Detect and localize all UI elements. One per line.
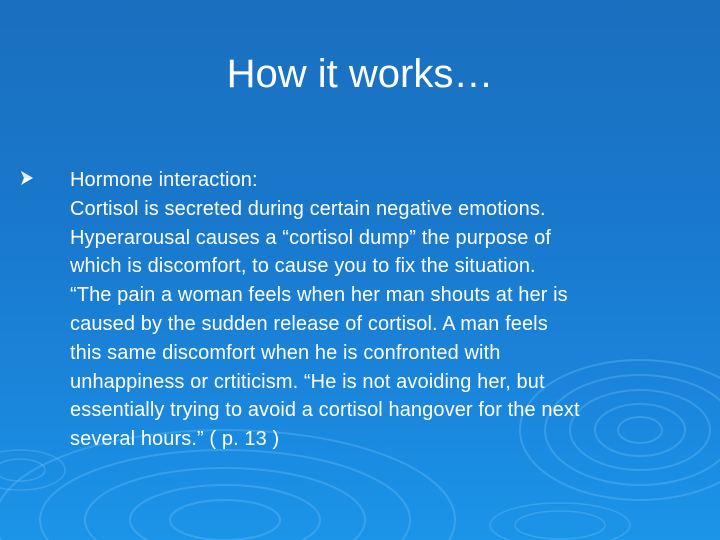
- bullet-line: several hours.” ( p. 13 ): [70, 428, 280, 451]
- bullet-line: caused by the sudden release of cortisol. A man feels: [70, 312, 548, 335]
- bullet-item: [20, 166, 700, 454]
- bullet-line: Cortisol is secreted during certain negative emotions.: [70, 197, 546, 220]
- arrowhead-bullet-icon: [20, 170, 34, 186]
- bullet-line: Hormone interaction:: [70, 169, 258, 191]
- bullet-line: essentially trying to avoid a cortisol hangover for the next: [70, 399, 580, 422]
- bullet-line: “The pain a woman feels when her man shouts at her is: [70, 284, 568, 307]
- bullet-line: Hyperarousal causes a “cortisol dump” the purpose of: [70, 226, 551, 249]
- bullet-text: [70, 166, 700, 454]
- bullet-line: unhappiness or crtiticism. “He is not avoiding her, but: [70, 370, 545, 393]
- bullet-line: this same discomfort when he is confronted with: [70, 341, 501, 364]
- slide-title: How it works…: [226, 52, 494, 96]
- bullet-line: which is discomfort, to cause you to fix the situation.: [70, 255, 536, 278]
